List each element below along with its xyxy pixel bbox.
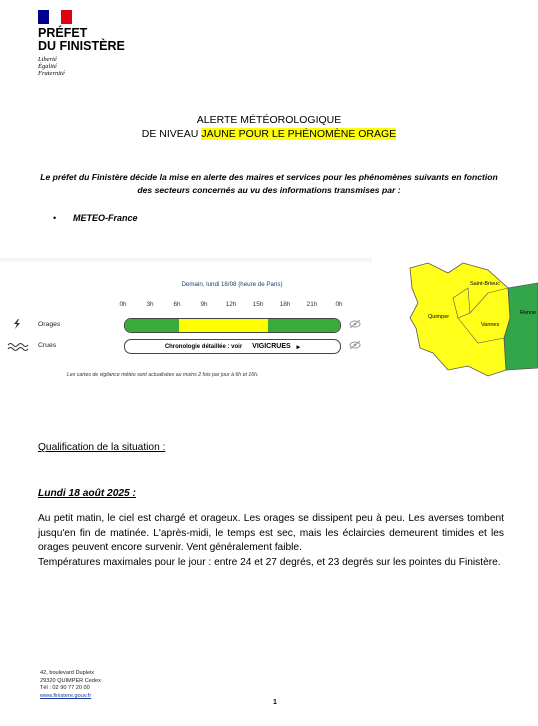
intro-paragraph: Le préfet du Finistère décide la mise en alerte des maires et services pour les phénomènes suivants en fonction des secteurs concernés au vu des informations transmises par :: [40, 172, 498, 195]
section-heading: Qualification de la situation :: [38, 442, 166, 453]
hour-label: 6h: [173, 301, 181, 308]
french-flag-logo: [38, 10, 72, 24]
motto-egalite: Égalité: [38, 63, 57, 71]
footer-address: [40, 670, 101, 700]
flag-white-stripe: [49, 10, 60, 24]
hour-label: 18h: [279, 301, 291, 308]
flag-blue-stripe: [38, 10, 49, 24]
motto-fraternite: Fraternité: [38, 70, 65, 78]
forecast-paragraph-1: Au petit matin, le ciel est chargé et orageux. Les orages se dissipent peu à peu. Les averses tombent jusqu'en fin de matinée. L'après-midi, le temps est sec, mais les éclaircies demeurent timides et les orages peuvent encore survenir. Vent généralement faible.: [38, 513, 504, 554]
alert-title-prefix: DE NIVEAU: [141, 128, 202, 140]
bullet-dot: •: [53, 213, 57, 223]
alert-level-highlight: JAUNE POUR LE PHÉNOMÈNE ORAGE: [201, 128, 397, 140]
waves-icon: [7, 341, 29, 353]
eye-hidden-icon[interactable]: [349, 340, 361, 352]
map-label-rennes: Renne: [520, 310, 537, 316]
crues-chronology-bar[interactable]: [124, 339, 341, 354]
motto-liberte: Liberté: [38, 56, 57, 63]
vigicrues-link[interactable]: VIGICRUES: [252, 343, 291, 350]
hour-label: 12h: [225, 301, 237, 308]
hour-label: 0h: [335, 301, 343, 308]
footer-phone: Tél : 02 90 77 20 00: [40, 685, 90, 692]
crues-label: Crues: [38, 342, 57, 349]
vigilance-map[interactable]: [408, 258, 538, 393]
orages-timeline-bar[interactable]: [124, 318, 341, 333]
orages-segment-jaune: [179, 319, 269, 332]
prefecture-name: [38, 27, 125, 53]
republic-motto: [38, 56, 65, 78]
orages-label: Orages: [38, 321, 61, 328]
footer-street: 42, boulevard Dupleix: [40, 670, 95, 676]
hour-label: 9h: [200, 301, 208, 308]
map-label-quimper: Quimper: [428, 314, 450, 320]
alert-title-line-2: [0, 128, 538, 140]
widget-top-shadow: [0, 258, 372, 264]
flag-red-stripe: [61, 10, 72, 24]
prefet-line-2: DU FINISTÈRE: [38, 39, 125, 53]
hour-label: 15h: [252, 301, 264, 308]
forecast-paragraph-2: Températures maximales pour le jour : entre 24 et 27 degrés, et 23 degrés sur les pointes du Finistère.: [38, 556, 501, 568]
hour-label: 21h: [306, 301, 318, 308]
chronology-text: Chronologie détaillée : voir: [164, 343, 243, 350]
arrow-right-icon: ▸: [296, 343, 301, 351]
map-label-saint-brieuc: Saint-Brieuc: [470, 281, 500, 287]
prefet-line-1: PRÉFET: [38, 26, 88, 40]
hour-label: 3h: [146, 301, 154, 308]
eye-hidden-icon[interactable]: [349, 319, 361, 331]
page-number: 1: [273, 699, 277, 706]
orages-segment-vert: [125, 319, 179, 332]
map-label-vannes: Vannes: [481, 322, 500, 328]
forecast-text: [38, 512, 504, 570]
forecast-date: Lundi 18 août 2025 :: [38, 488, 136, 499]
source-bullet: METEO-France: [73, 213, 138, 223]
alert-title-line-1: ALERTE MÉTÉOROLOGIQUE: [196, 114, 342, 126]
hour-label: 0h: [119, 301, 127, 308]
footer-website-link[interactable]: www.finistere.gouv.fr: [40, 692, 92, 699]
vigilance-day-title: Demain, lundi 18/08 (heure de Paris): [181, 281, 283, 288]
footer-postal: 29320 QUIMPER Cedex: [40, 677, 101, 684]
orages-segment-vert: [268, 319, 340, 332]
lightning-icon: [12, 319, 22, 331]
vigilance-update-note: Les cartes de vigilance météo sont actualisées au moins 2 fois par jour à 6h et 16h.: [67, 372, 259, 378]
